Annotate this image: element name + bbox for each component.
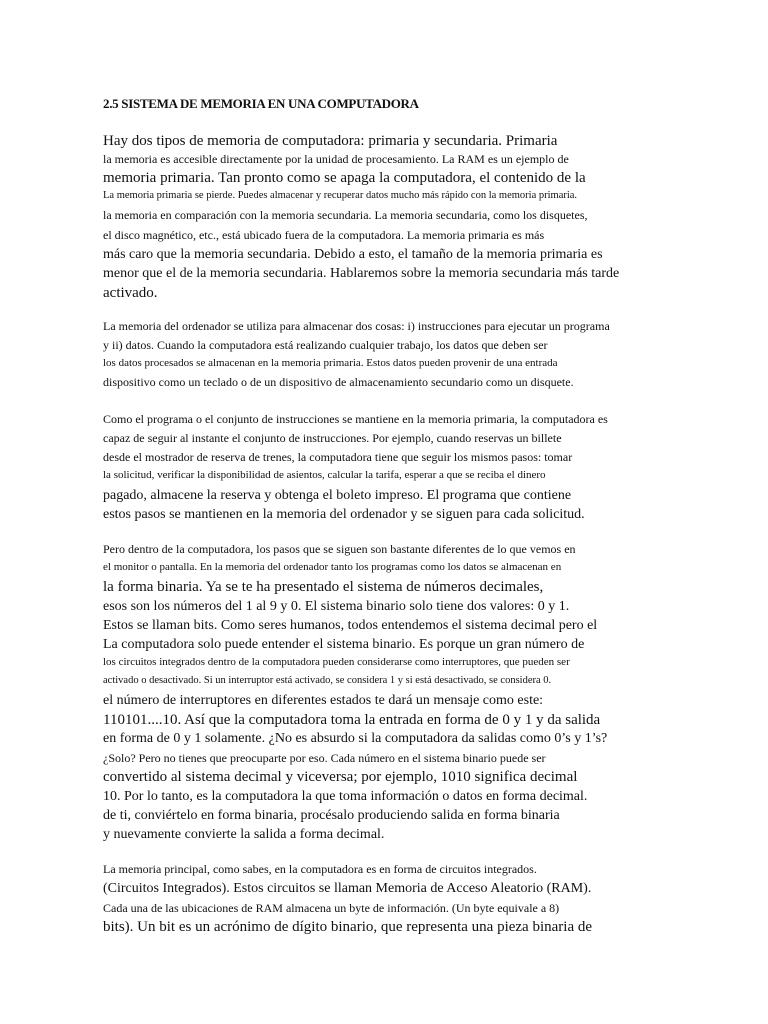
paragraph-1-line: menor que el de la memoria secundaria. Hablaremos sobre la memoria secundaria más tarde — [103, 266, 620, 281]
paragraph-1-line: activado. — [103, 285, 158, 301]
paragraph-4-line: 110101....10. Así que la computadora toma la entrada en forma de 0 y 1 y da salida — [103, 712, 601, 728]
paragraph-4-line: los circuitos integrados dentro de la computadora pueden considerarse como interruptores, que pueden ser — [103, 656, 570, 668]
section-heading: 2.5 SISTEMA DE MEMORIA EN UNA COMPUTADORA — [103, 96, 419, 111]
paragraph-4-line: Pero dentro de la computadora, los pasos que se siguen son bastante diferentes de lo que vemos en — [103, 542, 576, 556]
paragraph-4-line: el monitor o pantalla. En la memoria del ordenador tanto los programas como los datos se almacenan en — [103, 561, 562, 573]
paragraph-5-line: bits). Un bit es un acrónimo de dígito binario, que representa una pieza binaria de — [103, 919, 593, 935]
paragraph-4-line: en forma de 0 y 1 solamente. ¿No es absurdo si la computadora da salidas como 0’s y 1’s? — [103, 731, 608, 746]
paragraph-5-line: Cada una de las ubicaciones de RAM almacena un byte de información. (Un byte equivale a 8) — [103, 901, 560, 915]
paragraph-3-line: estos pasos se mantienen en la memoria del ordenador y se siguen para cada solicitud. — [103, 507, 585, 522]
paragraph-4-line: convertido al sistema decimal y viceversa; por ejemplo, 1010 significa decimal — [103, 769, 578, 785]
paragraph-4-line: y nuevamente convierte la salida a forma decimal. — [103, 827, 385, 842]
paragraph-4-line: activado o desactivado. Si un interruptor está activado, se considera 1 y si está desactivado, se considera 0. — [103, 675, 552, 686]
paragraph-3-line: capaz de seguir al instante el conjunto de instrucciones. Por ejemplo, cuando reservas un billete — [103, 431, 562, 445]
paragraph-2-line: dispositivo como un teclado o de un dispositivo de almacenamiento secundario como un disquete. — [103, 375, 574, 389]
paragraph-1-line: la memoria en comparación con la memoria secundaria. La memoria secundaria, como los disquetes, — [103, 208, 588, 222]
paragraph-3-line: Como el programa o el conjunto de instrucciones se mantiene en la memoria primaria, la computadora es — [103, 412, 608, 426]
paragraph-4-line: La computadora solo puede entender el sistema binario. Es porque un gran número de — [103, 637, 585, 652]
paragraph-1-line: más caro que la memoria secundaria. Debido a esto, el tamaño de la memoria primaria es — [103, 247, 603, 262]
paragraph-4-line: el número de interruptores en diferentes estados te dará un mensaje como este: — [103, 693, 544, 708]
paragraph-4-line: de ti, conviértelo en forma binaria, procésalo produciendo salida en forma binaria — [103, 808, 560, 823]
paragraph-2-line: y ii) datos. Cuando la computadora está realizando cualquier trabajo, los datos que deben ser — [103, 338, 548, 352]
paragraph-1-line: Hay dos tipos de memoria de computadora: primaria y secundaria. Primaria — [103, 133, 558, 149]
paragraph-4-line: esos son los números del 1 al 9 y 0. El sistema binario solo tiene dos valores: 0 y 1. — [103, 599, 570, 614]
paragraph-4-line: 10. Por lo tanto, es la computadora la que toma información o datos en forma decimal. — [103, 789, 588, 804]
paragraph-1-line: La memoria primaria se pierde. Puedes almacenar y recuperar datos mucho más rápido con la memoria primaria. — [103, 190, 578, 201]
paragraph-3-line: pagado, almacene la reserva y obtenga el boleto impreso. El programa que contiene — [103, 488, 572, 503]
paragraph-1-line: memoria primaria. Tan pronto como se apaga la computadora, el contenido de la — [103, 170, 586, 186]
paragraph-5-line: La memoria principal, como sabes, en la computadora es en forma de circuitos integrados. — [103, 862, 537, 876]
paragraph-3-line: la solicitud, verificar la disponibilidad de asientos, calcular la tarifa, esperar a que se reciba el dinero — [103, 469, 546, 481]
paragraph-5-line: (Circuitos Integrados). Estos circuitos se llaman Memoria de Acceso Aleatorio (RAM). — [103, 881, 592, 896]
paragraph-3-line: desde el mostrador de reserva de trenes, la computadora tiene que seguir los mismos pasos: tomar — [103, 450, 573, 464]
paragraph-2-line: los datos procesados se almacenan en la memoria primaria. Estos datos pueden provenir de una entrada — [103, 357, 558, 369]
paragraph-1-line: el disco magnético, etc., está ubicado fuera de la computadora. La memoria primaria es más — [103, 228, 545, 242]
paragraph-4-line: Estos se llaman bits. Como seres humanos, todos entendemos el sistema decimal pero el — [103, 618, 598, 633]
paragraph-1-line: la memoria es accesible directamente por la unidad de procesamiento. La RAM es un ejemplo de — [103, 152, 569, 166]
paragraph-4-line: la forma binaria. Ya se te ha presentado el sistema de números decimales, — [103, 579, 544, 595]
paragraph-4-line: ¿Solo? Pero no tienes que preocuparte por eso. Cada número en el sistema binario puede ser — [103, 751, 546, 765]
paragraph-2-line: La memoria del ordenador se utiliza para almacenar dos cosas: i) instrucciones para ejecutar un programa — [103, 319, 610, 333]
